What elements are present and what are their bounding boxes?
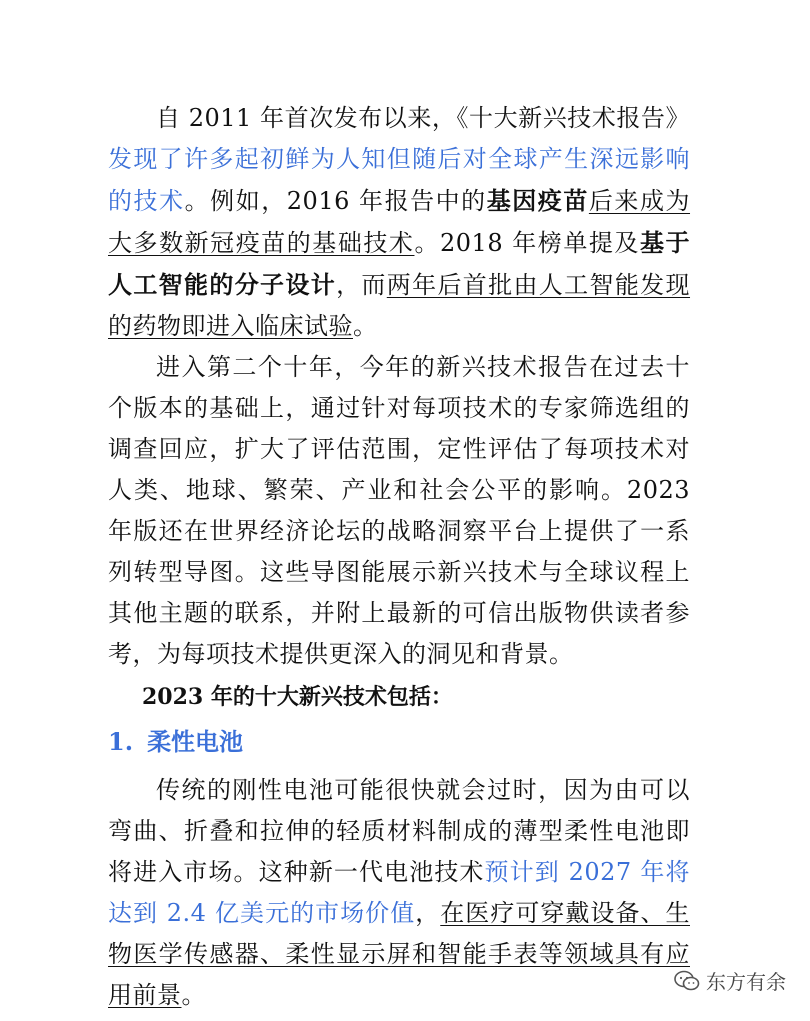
paragraph-intro — [108, 98, 690, 347]
highlight-link-text[interactable]: 预计到 2027 年将达到 2.4 亿美元的市场价值 — [108, 858, 690, 927]
text-segment: ，而 — [336, 271, 387, 299]
underlined-text: 在医疗可穿戴设备、生物医学传感器、柔性显示屏和智能手表等领域具有应用前景 — [108, 899, 690, 1009]
highlight-link-text[interactable]: 发现了许多起初鲜为人知但随后对全球产生深远影响的技术 — [108, 145, 690, 215]
paragraph-second-decade — [108, 347, 690, 675]
underlined-text: 两年后首批由人工智能发现的药物即进入临床试验 — [108, 271, 691, 340]
paragraph-flexible-batteries — [108, 770, 690, 1016]
text-segment: 传统的刚性电池可能很快就会过时，因为由可以弯曲、折叠和拉伸的轻质材料制成的薄型柔性电池即将进入市场。这种新一代电池技术 — [108, 776, 690, 886]
watermark-text: 东方有余 — [706, 970, 786, 994]
text-segment: 自 2011 年首次发布以来，《十大新兴技术报告》 — [156, 104, 690, 132]
text-segment: 进入第二个十年，今年的新兴技术报告在过去十个版本的基础上，通过针对每项技术的专家筛选组的调查回应，扩大了评估范围，定性评估了每项技术对人类、地球、繁荣、产业和社会公平的影响。2023 年版还在世界经济论坛的战略洞察平台上提供了一系列转型导图。这些导图能展示新兴技术与全球议程上其他主题的联系，并附上最新的可信出版物供读者参考，为每项技术提供更深入的洞见和背景。 — [108, 353, 690, 668]
watermark — [674, 966, 786, 995]
bold-term-gene-vaccine: 基因疫苗 — [486, 186, 589, 215]
section-heading-flexible-batteries — [108, 722, 690, 762]
text-segment: 。 — [181, 981, 206, 1009]
text-segment: 。例如，2016 年报告中的 — [184, 187, 487, 215]
underlined-text: 后来成为大多数新冠疫苗的基础技术 — [108, 187, 691, 257]
text-segment: 。2018 年榜单提及 — [414, 229, 640, 257]
bold-term-ai-molecular-design: 基于人工智能的分子设计 — [108, 228, 690, 299]
text-segment: 。 — [353, 312, 378, 340]
text-segment: ， — [415, 899, 441, 927]
section-number: 1. — [108, 727, 134, 756]
section-title: 柔性电池 — [147, 727, 244, 756]
wechat-icon — [674, 970, 700, 992]
list-intro-heading: 2023 年的十大新兴技术包括： — [142, 684, 453, 710]
document-body — [108, 98, 690, 1016]
